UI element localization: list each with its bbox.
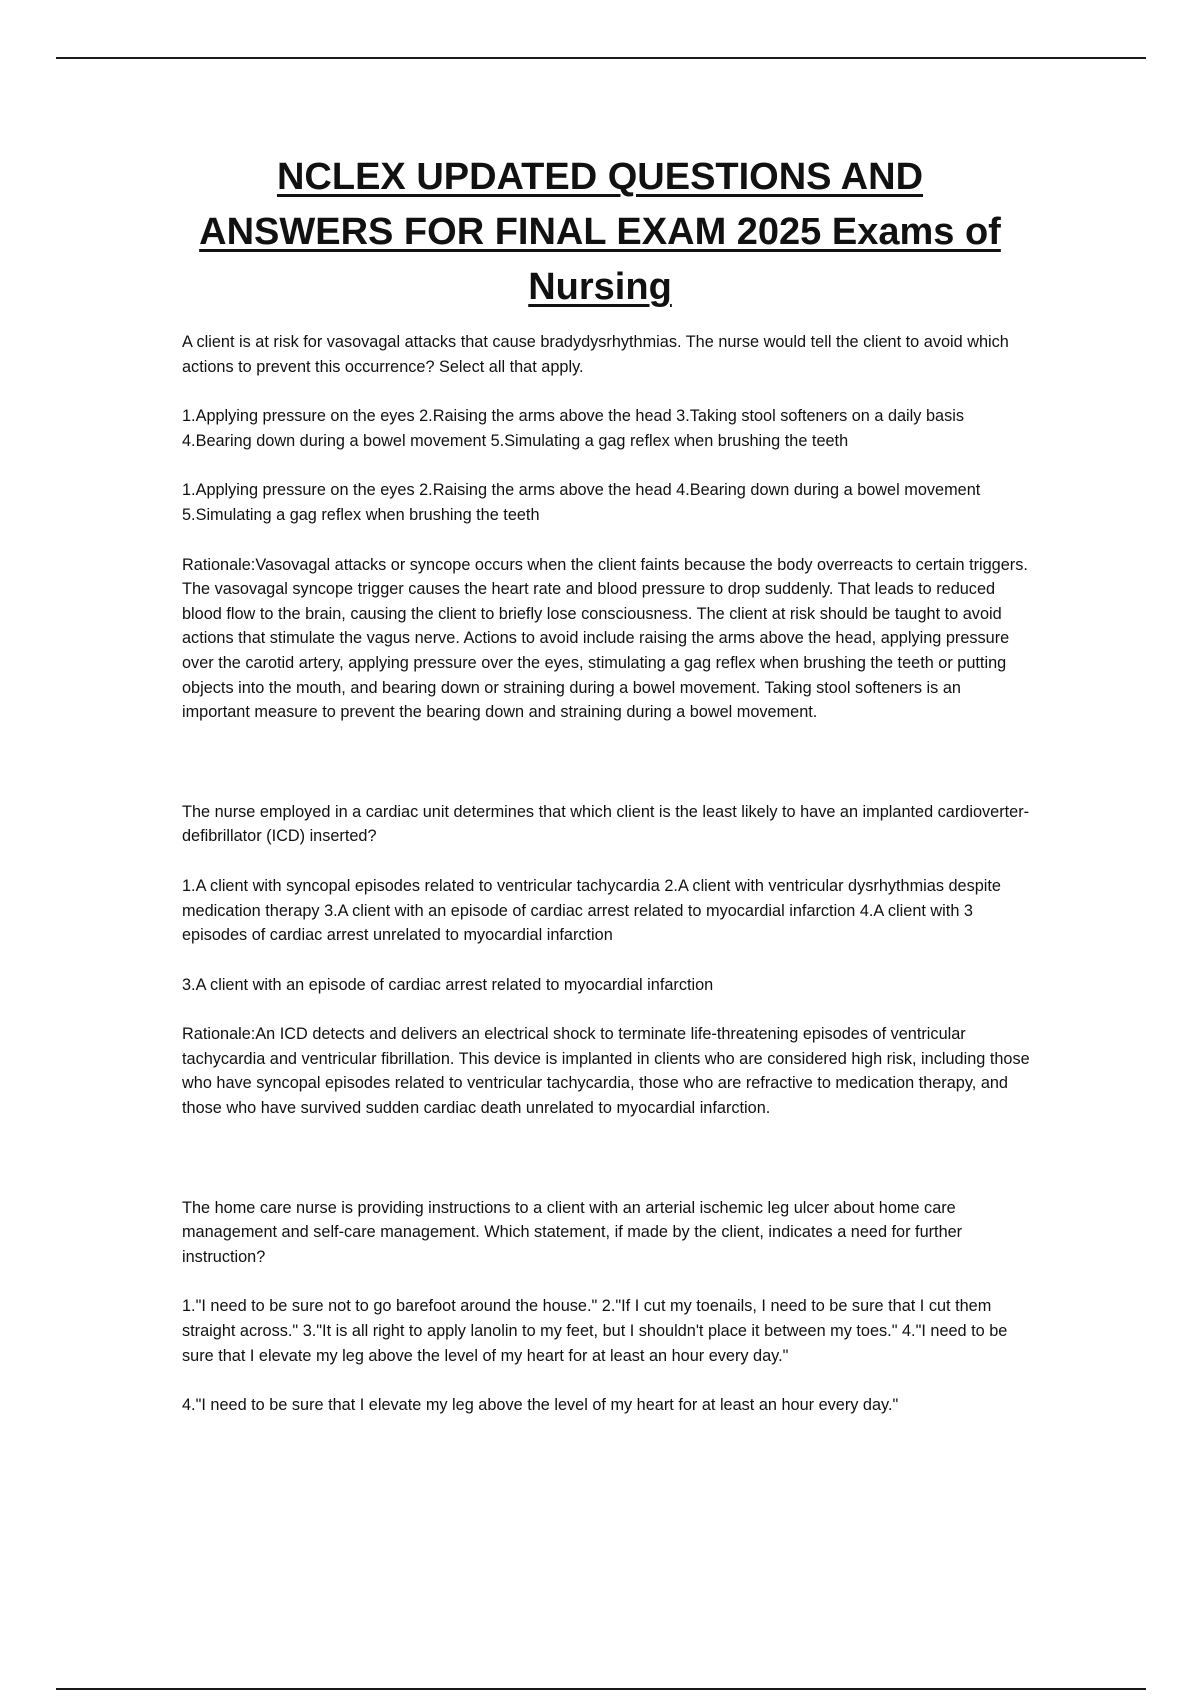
answer-options: 1.Applying pressure on the eyes 2.Raising the arms above the head 3.Taking stool softeners on a daily basis 4.Bearing down during a bowel movement 5.Simulating a gag reflex when brushing the teeth: [182, 407, 964, 450]
correct-answer: 4."I need to be sure that I elevate my leg above the level of my heart for at least an hour every day.": [182, 1396, 899, 1415]
question-block-3: [182, 1196, 1032, 1418]
spacer: [182, 1146, 1032, 1196]
question-text: The home care nurse is providing instructions to a client with an arterial ischemic leg ulcer about home care management and self-care management. Which statement, if made by the client, indicates a need for further instruction?: [182, 1198, 963, 1266]
top-rule: [56, 57, 1146, 59]
document-title: [150, 150, 1050, 315]
question-text: A client is at risk for vasovagal attacks that cause bradydysrhythmias. The nurse would tell the client to avoid which actions to prevent this occurrence? Select all that apply.: [182, 333, 1009, 376]
spacer: [182, 750, 1032, 800]
rationale: Rationale:Vasovagal attacks or syncope occurs when the client faints because the body overreacts to certain triggers. The vasovagal syncope trigger causes the heart rate and blood pressure to drop suddenly. That leads to reduced blood flow to the brain, causing the client to briefly lose consciousness. The client at risk should be taught to avoid actions that stimulate the vagus nerve. Actions to avoid include raising the arms above the head, applying pressure over the carotid artery, applying pressure over the eyes, stimulating a gag reflex when brushing the teeth or putting objects into the mouth, and bearing down or straining during a bowel movement. Taking stool softeners is an important measure to prevent the bearing down and straining during a bowel movement.: [182, 555, 1028, 722]
answer-options: 1."I need to be sure not to go barefoot around the house." 2."If I cut my toenails, I need to be sure that I cut them straight across." 3."It is all right to apply lanolin to my feet, but I shouldn't place it between my toes." 4."I need to be sure that I elevate my leg above the level of my heart for at least an hour every day.": [182, 1297, 1008, 1365]
title-line: Nursing: [528, 266, 672, 308]
correct-answer: 1.Applying pressure on the eyes 2.Raising the arms above the head 4.Bearing down during a bowel movement 5.Simulating a gag reflex when brushing the teeth: [182, 481, 981, 524]
title-line: ANSWERS FOR FINAL EXAM 2025 Exams of: [199, 211, 1001, 253]
bottom-rule: [56, 1688, 1146, 1690]
question-text: The nurse employed in a cardiac unit determines that which client is the least likely to have an implanted cardioverter-defibrillator (ICD) inserted?: [182, 802, 1030, 846]
document-body: [182, 330, 1032, 1443]
title-line: NCLEX UPDATED QUESTIONS AND: [276, 156, 924, 198]
rationale: Rationale:An ICD detects and delivers an electrical shock to terminate life-threatening episodes of ventricular tachycardia and ventricular fibrillation. This device is implanted in clients who are considered high risk, including those who have syncopal episodes related to ventricular tachycardia, those who are refractive to medication therapy, and those who have survived sudden cardiac death unrelated to myocardial infarction.: [182, 1025, 1030, 1118]
question-block-1: [182, 330, 1032, 725]
answer-options: 1.A client with syncopal episodes related to ventricular tachycardia 2.A client with ventricular dysrhythmias despite medication therapy 3.A client with an episode of cardiac arrest related to myocardial infarction 4.A client with 3 episodes of cardiac arrest unrelated to myocardial infarction: [182, 876, 1001, 945]
question-block-2: [182, 800, 1032, 1121]
correct-answer: 3.A client with an episode of cardiac arrest related to myocardial infarction: [182, 975, 714, 994]
